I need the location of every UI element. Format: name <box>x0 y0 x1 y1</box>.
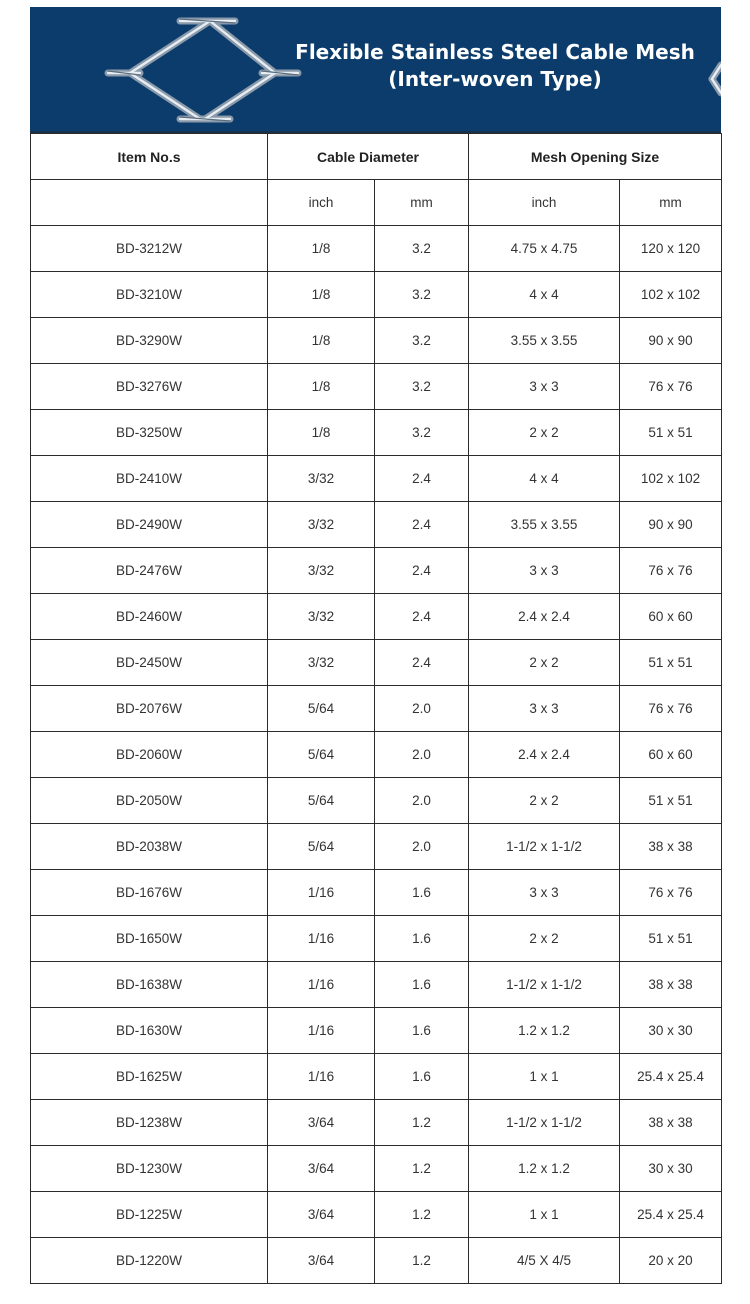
col-header-cable-diameter: Cable Diameter <box>268 134 469 180</box>
table-row <box>31 548 722 594</box>
unit-cell: inch <box>268 180 375 226</box>
opening-inch-cell: 1-1/2 x 1-1/2 <box>469 1100 620 1146</box>
cable-inch-cell: 3/32 <box>268 640 375 686</box>
opening-mm-cell: 25.4 x 25.4 <box>620 1192 722 1238</box>
cable-inch-cell: 3/64 <box>268 1192 375 1238</box>
cable-mm-cell: 1.2 <box>375 1100 469 1146</box>
cable-mm-cell: 1.2 <box>375 1238 469 1284</box>
opening-mm-cell: 76 x 76 <box>620 870 722 916</box>
unit-cell: mm <box>620 180 722 226</box>
opening-inch-cell: 3 x 3 <box>469 548 620 594</box>
spec-sheet <box>30 7 721 1284</box>
opening-inch-cell: 4 x 4 <box>469 456 620 502</box>
item-number-cell: BD-2038W <box>31 824 268 870</box>
item-number-cell: BD-3276W <box>31 364 268 410</box>
opening-mm-cell: 60 x 60 <box>620 594 722 640</box>
item-number-cell: BD-2060W <box>31 732 268 778</box>
cable-inch-cell: 3/32 <box>268 548 375 594</box>
opening-mm-cell: 76 x 76 <box>620 548 722 594</box>
cable-inch-cell: 1/16 <box>268 1008 375 1054</box>
cable-mm-cell: 2.4 <box>375 548 469 594</box>
spec-table <box>30 133 722 1284</box>
cable-mm-cell: 1.2 <box>375 1192 469 1238</box>
opening-inch-cell: 1 x 1 <box>469 1192 620 1238</box>
cable-mm-cell: 1.2 <box>375 1146 469 1192</box>
cable-mm-cell: 1.6 <box>375 1054 469 1100</box>
cable-mm-cell: 2.4 <box>375 640 469 686</box>
item-number-cell: BD-2460W <box>31 594 268 640</box>
cable-inch-cell: 1/16 <box>268 962 375 1008</box>
cable-mm-cell: 3.2 <box>375 410 469 456</box>
opening-inch-cell: 2 x 2 <box>469 640 620 686</box>
item-number-cell: BD-2490W <box>31 502 268 548</box>
table-row <box>31 640 722 686</box>
cable-mm-cell: 1.6 <box>375 1008 469 1054</box>
cable-mm-cell: 1.6 <box>375 916 469 962</box>
opening-mm-cell: 25.4 x 25.4 <box>620 1054 722 1100</box>
cable-mm-cell: 2.0 <box>375 778 469 824</box>
opening-inch-cell: 3.55 x 3.55 <box>469 318 620 364</box>
opening-inch-cell: 3 x 3 <box>469 870 620 916</box>
table-row <box>31 410 722 456</box>
opening-inch-cell: 1-1/2 x 1-1/2 <box>469 962 620 1008</box>
cable-inch-cell: 3/64 <box>268 1100 375 1146</box>
cable-mm-cell: 2.4 <box>375 456 469 502</box>
table-row <box>31 364 722 410</box>
opening-mm-cell: 76 x 76 <box>620 364 722 410</box>
item-number-cell: BD-1238W <box>31 1100 268 1146</box>
opening-inch-cell: 1.2 x 1.2 <box>469 1146 620 1192</box>
opening-mm-cell: 51 x 51 <box>620 916 722 962</box>
cable-inch-cell: 3/32 <box>268 594 375 640</box>
cable-mm-cell: 3.2 <box>375 364 469 410</box>
item-number-cell: BD-3210W <box>31 272 268 318</box>
cable-inch-cell: 1/8 <box>268 364 375 410</box>
opening-mm-cell: 38 x 38 <box>620 962 722 1008</box>
opening-mm-cell: 76 x 76 <box>620 686 722 732</box>
opening-inch-cell: 4/5 X 4/5 <box>469 1238 620 1284</box>
opening-mm-cell: 38 x 38 <box>620 824 722 870</box>
units-row <box>31 180 722 226</box>
item-number-cell: BD-1650W <box>31 916 268 962</box>
opening-mm-cell: 20 x 20 <box>620 1238 722 1284</box>
item-number-cell: BD-1676W <box>31 870 268 916</box>
cable-inch-cell: 1/16 <box>268 870 375 916</box>
opening-mm-cell: 30 x 30 <box>620 1008 722 1054</box>
cable-mm-cell: 1.6 <box>375 870 469 916</box>
item-number-cell: BD-2050W <box>31 778 268 824</box>
opening-mm-cell: 38 x 38 <box>620 1100 722 1146</box>
table-row <box>31 916 722 962</box>
table-row <box>31 962 722 1008</box>
item-number-cell: BD-1220W <box>31 1238 268 1284</box>
table-row <box>31 318 722 364</box>
cable-inch-cell: 1/8 <box>268 410 375 456</box>
cable-mm-cell: 2.4 <box>375 502 469 548</box>
opening-mm-cell: 102 x 102 <box>620 456 722 502</box>
item-number-cell: BD-2410W <box>31 456 268 502</box>
table-row <box>31 226 722 272</box>
opening-mm-cell: 120 x 120 <box>620 226 722 272</box>
table-row <box>31 686 722 732</box>
opening-mm-cell: 51 x 51 <box>620 640 722 686</box>
unit-cell: inch <box>469 180 620 226</box>
cable-mm-cell: 2.0 <box>375 686 469 732</box>
opening-inch-cell: 1-1/2 x 1-1/2 <box>469 824 620 870</box>
cable-inch-cell: 5/64 <box>268 732 375 778</box>
cable-inch-cell: 3/32 <box>268 502 375 548</box>
cable-mm-cell: 2.4 <box>375 594 469 640</box>
cable-inch-cell: 1/16 <box>268 1054 375 1100</box>
col-header-item: Item No.s <box>31 134 268 180</box>
opening-mm-cell: 51 x 51 <box>620 410 722 456</box>
opening-inch-cell: 2.4 x 2.4 <box>469 732 620 778</box>
cable-inch-cell: 1/8 <box>268 318 375 364</box>
header-row <box>31 134 722 180</box>
table-row <box>31 272 722 318</box>
table-row <box>31 1192 722 1238</box>
opening-mm-cell: 60 x 60 <box>620 732 722 778</box>
cable-inch-cell: 3/64 <box>268 1238 375 1284</box>
opening-mm-cell: 51 x 51 <box>620 778 722 824</box>
item-number-cell: BD-3250W <box>31 410 268 456</box>
opening-mm-cell: 30 x 30 <box>620 1146 722 1192</box>
cable-inch-cell: 5/64 <box>268 778 375 824</box>
cable-inch-cell: 1/16 <box>268 916 375 962</box>
table-row <box>31 594 722 640</box>
table-row <box>31 778 722 824</box>
opening-inch-cell: 2 x 2 <box>469 916 620 962</box>
cable-mm-cell: 3.2 <box>375 272 469 318</box>
item-number-cell: BD-1625W <box>31 1054 268 1100</box>
table-row <box>31 1100 722 1146</box>
unit-cell: mm <box>375 180 469 226</box>
item-number-cell: BD-1630W <box>31 1008 268 1054</box>
banner-title <box>290 39 700 93</box>
title-line-2: (Inter-woven Type) <box>388 67 602 91</box>
table-row <box>31 870 722 916</box>
cable-mm-cell: 3.2 <box>375 226 469 272</box>
table-row <box>31 502 722 548</box>
table-row <box>31 1008 722 1054</box>
cable-inch-cell: 3/32 <box>268 456 375 502</box>
opening-inch-cell: 2 x 2 <box>469 410 620 456</box>
table-row <box>31 456 722 502</box>
cable-mm-cell: 1.6 <box>375 962 469 1008</box>
opening-inch-cell: 4.75 x 4.75 <box>469 226 620 272</box>
cable-inch-cell: 5/64 <box>268 824 375 870</box>
table-row <box>31 732 722 778</box>
opening-inch-cell: 1 x 1 <box>469 1054 620 1100</box>
cable-inch-cell: 1/8 <box>268 272 375 318</box>
opening-inch-cell: 3 x 3 <box>469 686 620 732</box>
item-number-cell: BD-3212W <box>31 226 268 272</box>
table-row <box>31 1054 722 1100</box>
opening-inch-cell: 4 x 4 <box>469 272 620 318</box>
cable-mm-cell: 2.0 <box>375 732 469 778</box>
cable-inch-cell: 3/64 <box>268 1146 375 1192</box>
opening-inch-cell: 1.2 x 1.2 <box>469 1008 620 1054</box>
item-number-cell: BD-3290W <box>31 318 268 364</box>
item-number-cell: BD-1225W <box>31 1192 268 1238</box>
cable-inch-cell: 5/64 <box>268 686 375 732</box>
opening-mm-cell: 90 x 90 <box>620 502 722 548</box>
table-row <box>31 824 722 870</box>
opening-inch-cell: 2 x 2 <box>469 778 620 824</box>
table-row <box>31 1146 722 1192</box>
opening-inch-cell: 2.4 x 2.4 <box>469 594 620 640</box>
opening-inch-cell: 3 x 3 <box>469 364 620 410</box>
item-number-cell: BD-2450W <box>31 640 268 686</box>
table-row <box>31 1238 722 1284</box>
item-number-cell: BD-1638W <box>31 962 268 1008</box>
unit-cell-empty <box>31 180 268 226</box>
opening-inch-cell: 3.55 x 3.55 <box>469 502 620 548</box>
header-banner <box>30 7 721 133</box>
cable-mm-cell: 3.2 <box>375 318 469 364</box>
cable-mm-cell: 2.0 <box>375 824 469 870</box>
opening-mm-cell: 102 x 102 <box>620 272 722 318</box>
opening-mm-cell: 90 x 90 <box>620 318 722 364</box>
title-line-1: Flexible Stainless Steel Cable Mesh <box>295 40 695 64</box>
col-header-mesh-opening: Mesh Opening Size <box>469 134 722 180</box>
item-number-cell: BD-1230W <box>31 1146 268 1192</box>
item-number-cell: BD-2076W <box>31 686 268 732</box>
cable-inch-cell: 1/8 <box>268 226 375 272</box>
item-number-cell: BD-2476W <box>31 548 268 594</box>
